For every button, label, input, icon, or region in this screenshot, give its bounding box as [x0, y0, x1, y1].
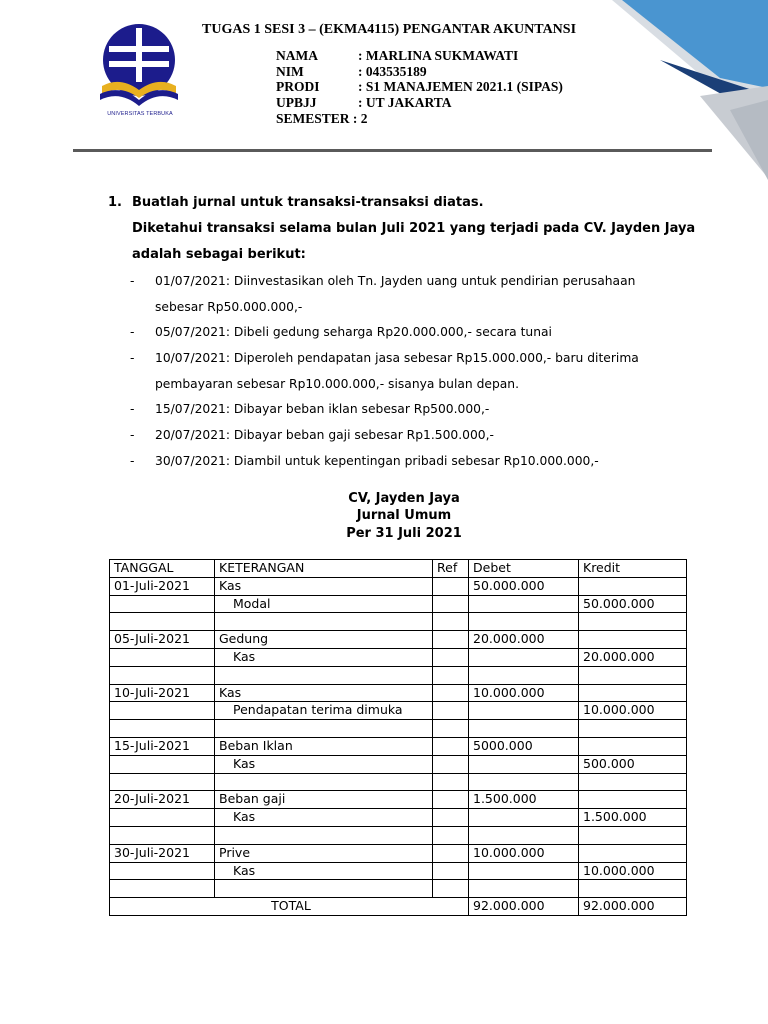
bullet-dash: -	[130, 351, 135, 365]
cell-kredit	[579, 880, 687, 898]
cell-account	[215, 720, 433, 738]
cell-debet	[469, 720, 579, 738]
cell-account: Pendapatan terima dimuka	[215, 702, 433, 720]
bullet-dash: -	[130, 454, 135, 468]
question-number: 1.	[108, 195, 122, 210]
info-label: UPBJJ	[276, 95, 317, 111]
table-row	[110, 702, 687, 720]
cell-kredit: 50.000.000	[579, 595, 687, 613]
cell-date: 01-Juli-2021	[110, 577, 215, 595]
logo-caption: UNIVERSITAS TERBUKA	[107, 111, 173, 117]
table-row	[110, 666, 687, 684]
cell-date	[110, 595, 215, 613]
table-row	[110, 631, 687, 649]
cell-kredit	[579, 666, 687, 684]
table-row	[110, 720, 687, 738]
journal-title: Jurnal Umum	[356, 508, 452, 523]
cell-kredit	[579, 613, 687, 631]
cell-ref	[433, 613, 469, 631]
cell-account: Beban Iklan	[215, 737, 433, 755]
total-label: TOTAL	[110, 898, 469, 916]
cell-kredit: 1.500.000	[579, 809, 687, 827]
cell-date	[110, 826, 215, 844]
table-row	[110, 595, 687, 613]
table-row	[110, 826, 687, 844]
transaction-text: 01/07/2021: Diinvestasikan oleh Tn. Jayden uang untuk pendirian perusahaan	[155, 274, 636, 288]
cell-debet: 5000.000	[469, 737, 579, 755]
question-line: Buatlah jurnal untuk transaksi-transaksi diatas.	[132, 195, 484, 210]
cell-ref	[433, 826, 469, 844]
question-line: Diketahui transaksi selama bulan Juli 2021 yang terjadi pada CV. Jayden Jaya	[132, 221, 696, 236]
table-row	[110, 737, 687, 755]
cell-account: Kas	[215, 684, 433, 702]
cell-ref	[433, 702, 469, 720]
info-value: : S1 MANAJEMEN 2021.1 (SIPAS)	[358, 79, 563, 95]
transaction-text: pembayaran sebesar Rp10.000.000,- sisanya bulan depan.	[155, 377, 520, 391]
transaction-text: 05/07/2021: Dibeli gedung seharga Rp20.000.000,- secara tunai	[155, 325, 552, 339]
cell-debet	[469, 809, 579, 827]
cell-debet	[469, 826, 579, 844]
transaction-text: sebesar Rp50.000.000,-	[155, 300, 303, 314]
info-label: PRODI	[276, 79, 320, 95]
cell-kredit	[579, 577, 687, 595]
cell-account: Gedung	[215, 631, 433, 649]
cell-date: 20-Juli-2021	[110, 791, 215, 809]
journal-company: CV, Jayden Jaya	[348, 491, 460, 506]
table-row	[110, 880, 687, 898]
cell-date: 15-Juli-2021	[110, 737, 215, 755]
bullet-dash: -	[130, 274, 135, 288]
cell-ref	[433, 791, 469, 809]
cell-debet	[469, 648, 579, 666]
cell-account	[215, 826, 433, 844]
cell-ref	[433, 577, 469, 595]
info-value: : MARLINA SUKMAWATI	[358, 48, 519, 63]
info-value: : 043535189	[358, 63, 427, 79]
cell-ref	[433, 684, 469, 702]
total-kredit: 92.000.000	[579, 898, 687, 916]
cell-account: Kas	[215, 755, 433, 773]
header-divider	[73, 149, 712, 152]
cell-date	[110, 648, 215, 666]
total-debet: 92.000.000	[469, 898, 579, 916]
cell-debet: 10.000.000	[469, 684, 579, 702]
cell-debet: 20.000.000	[469, 631, 579, 649]
table-row	[110, 844, 687, 862]
cell-account: Beban gaji	[215, 791, 433, 809]
table-header-row	[110, 560, 687, 578]
cell-account: Prive	[215, 844, 433, 862]
journal-table	[109, 559, 687, 916]
cell-ref	[433, 595, 469, 613]
cell-debet	[469, 613, 579, 631]
cell-kredit	[579, 631, 687, 649]
cell-ref	[433, 844, 469, 862]
cell-account	[215, 773, 433, 791]
column-header: Debet	[469, 560, 579, 578]
cell-account: Modal	[215, 595, 433, 613]
cell-date	[110, 880, 215, 898]
cell-ref	[433, 773, 469, 791]
cell-account: Kas	[215, 577, 433, 595]
column-header: Ref	[433, 560, 469, 578]
info-label: NIM	[276, 63, 304, 79]
cell-debet	[469, 773, 579, 791]
university-logo-icon	[96, 20, 182, 120]
cell-ref	[433, 809, 469, 827]
column-header: Kredit	[579, 560, 687, 578]
cell-account	[215, 880, 433, 898]
transaction-text: 30/07/2021: Diambil untuk kepentingan pribadi sebesar Rp10.000.000,-	[155, 454, 599, 468]
cell-account: Kas	[215, 809, 433, 827]
cell-kredit	[579, 737, 687, 755]
column-header: TANGGAL	[110, 560, 215, 578]
cell-debet	[469, 862, 579, 880]
table-row	[110, 791, 687, 809]
cell-date	[110, 613, 215, 631]
info-value: SEMESTER : 2	[276, 110, 368, 126]
cell-debet	[469, 880, 579, 898]
question-line: adalah sebagai berikut:	[132, 247, 306, 262]
cell-date: 30-Juli-2021	[110, 844, 215, 862]
cell-date	[110, 702, 215, 720]
cell-date	[110, 862, 215, 880]
table-row	[110, 862, 687, 880]
table-row	[110, 684, 687, 702]
cell-debet	[469, 702, 579, 720]
cell-kredit: 20.000.000	[579, 648, 687, 666]
cell-kredit	[579, 844, 687, 862]
cell-account	[215, 613, 433, 631]
journal-body	[110, 577, 687, 897]
cell-debet: 50.000.000	[469, 577, 579, 595]
cell-kredit: 10.000.000	[579, 862, 687, 880]
cell-debet	[469, 666, 579, 684]
info-label: NAMA	[276, 48, 318, 63]
cell-kredit: 10.000.000	[579, 702, 687, 720]
cell-account: Kas	[215, 648, 433, 666]
cell-date: 10-Juli-2021	[110, 684, 215, 702]
cell-ref	[433, 631, 469, 649]
cell-ref	[433, 666, 469, 684]
cell-debet: 1.500.000	[469, 791, 579, 809]
bullet-dash: -	[130, 402, 135, 416]
table-row	[110, 648, 687, 666]
cell-date	[110, 666, 215, 684]
cell-kredit: 500.000	[579, 755, 687, 773]
cell-ref	[433, 880, 469, 898]
cell-date	[110, 755, 215, 773]
cell-kredit	[579, 720, 687, 738]
cell-date	[110, 720, 215, 738]
total-row	[110, 898, 687, 916]
cell-ref	[433, 755, 469, 773]
cell-kredit	[579, 684, 687, 702]
cell-date	[110, 809, 215, 827]
transaction-text: 20/07/2021: Dibayar beban gaji sebesar Rp1.500.000,-	[155, 428, 494, 442]
table-row	[110, 809, 687, 827]
table-row	[110, 577, 687, 595]
cell-debet	[469, 755, 579, 773]
column-header: KETERANGAN	[215, 560, 433, 578]
table-row	[110, 773, 687, 791]
info-value: : UT JAKARTA	[358, 95, 452, 111]
cell-ref	[433, 648, 469, 666]
cell-ref	[433, 720, 469, 738]
cell-date	[110, 773, 215, 791]
cell-ref	[433, 737, 469, 755]
cell-account: Kas	[215, 862, 433, 880]
cell-debet	[469, 595, 579, 613]
table-row	[110, 755, 687, 773]
transaction-text: 15/07/2021: Dibayar beban iklan sebesar Rp500.000,-	[155, 402, 490, 416]
cell-kredit	[579, 791, 687, 809]
bullet-dash: -	[130, 428, 135, 442]
cell-debet: 10.000.000	[469, 844, 579, 862]
bullet-dash: -	[130, 325, 135, 339]
cell-date: 05-Juli-2021	[110, 631, 215, 649]
transaction-text: 10/07/2021: Diperoleh pendapatan jasa sebesar Rp15.000.000,- baru diterima	[155, 351, 639, 365]
cell-kredit	[579, 826, 687, 844]
cell-account	[215, 666, 433, 684]
document-title: TUGAS 1 SESI 3 – (EKMA4115) PENGANTAR AKUNTANSI	[202, 22, 577, 37]
journal-period: Per 31 Juli 2021	[346, 526, 462, 541]
cell-kredit	[579, 773, 687, 791]
table-row	[110, 613, 687, 631]
cell-ref	[433, 862, 469, 880]
